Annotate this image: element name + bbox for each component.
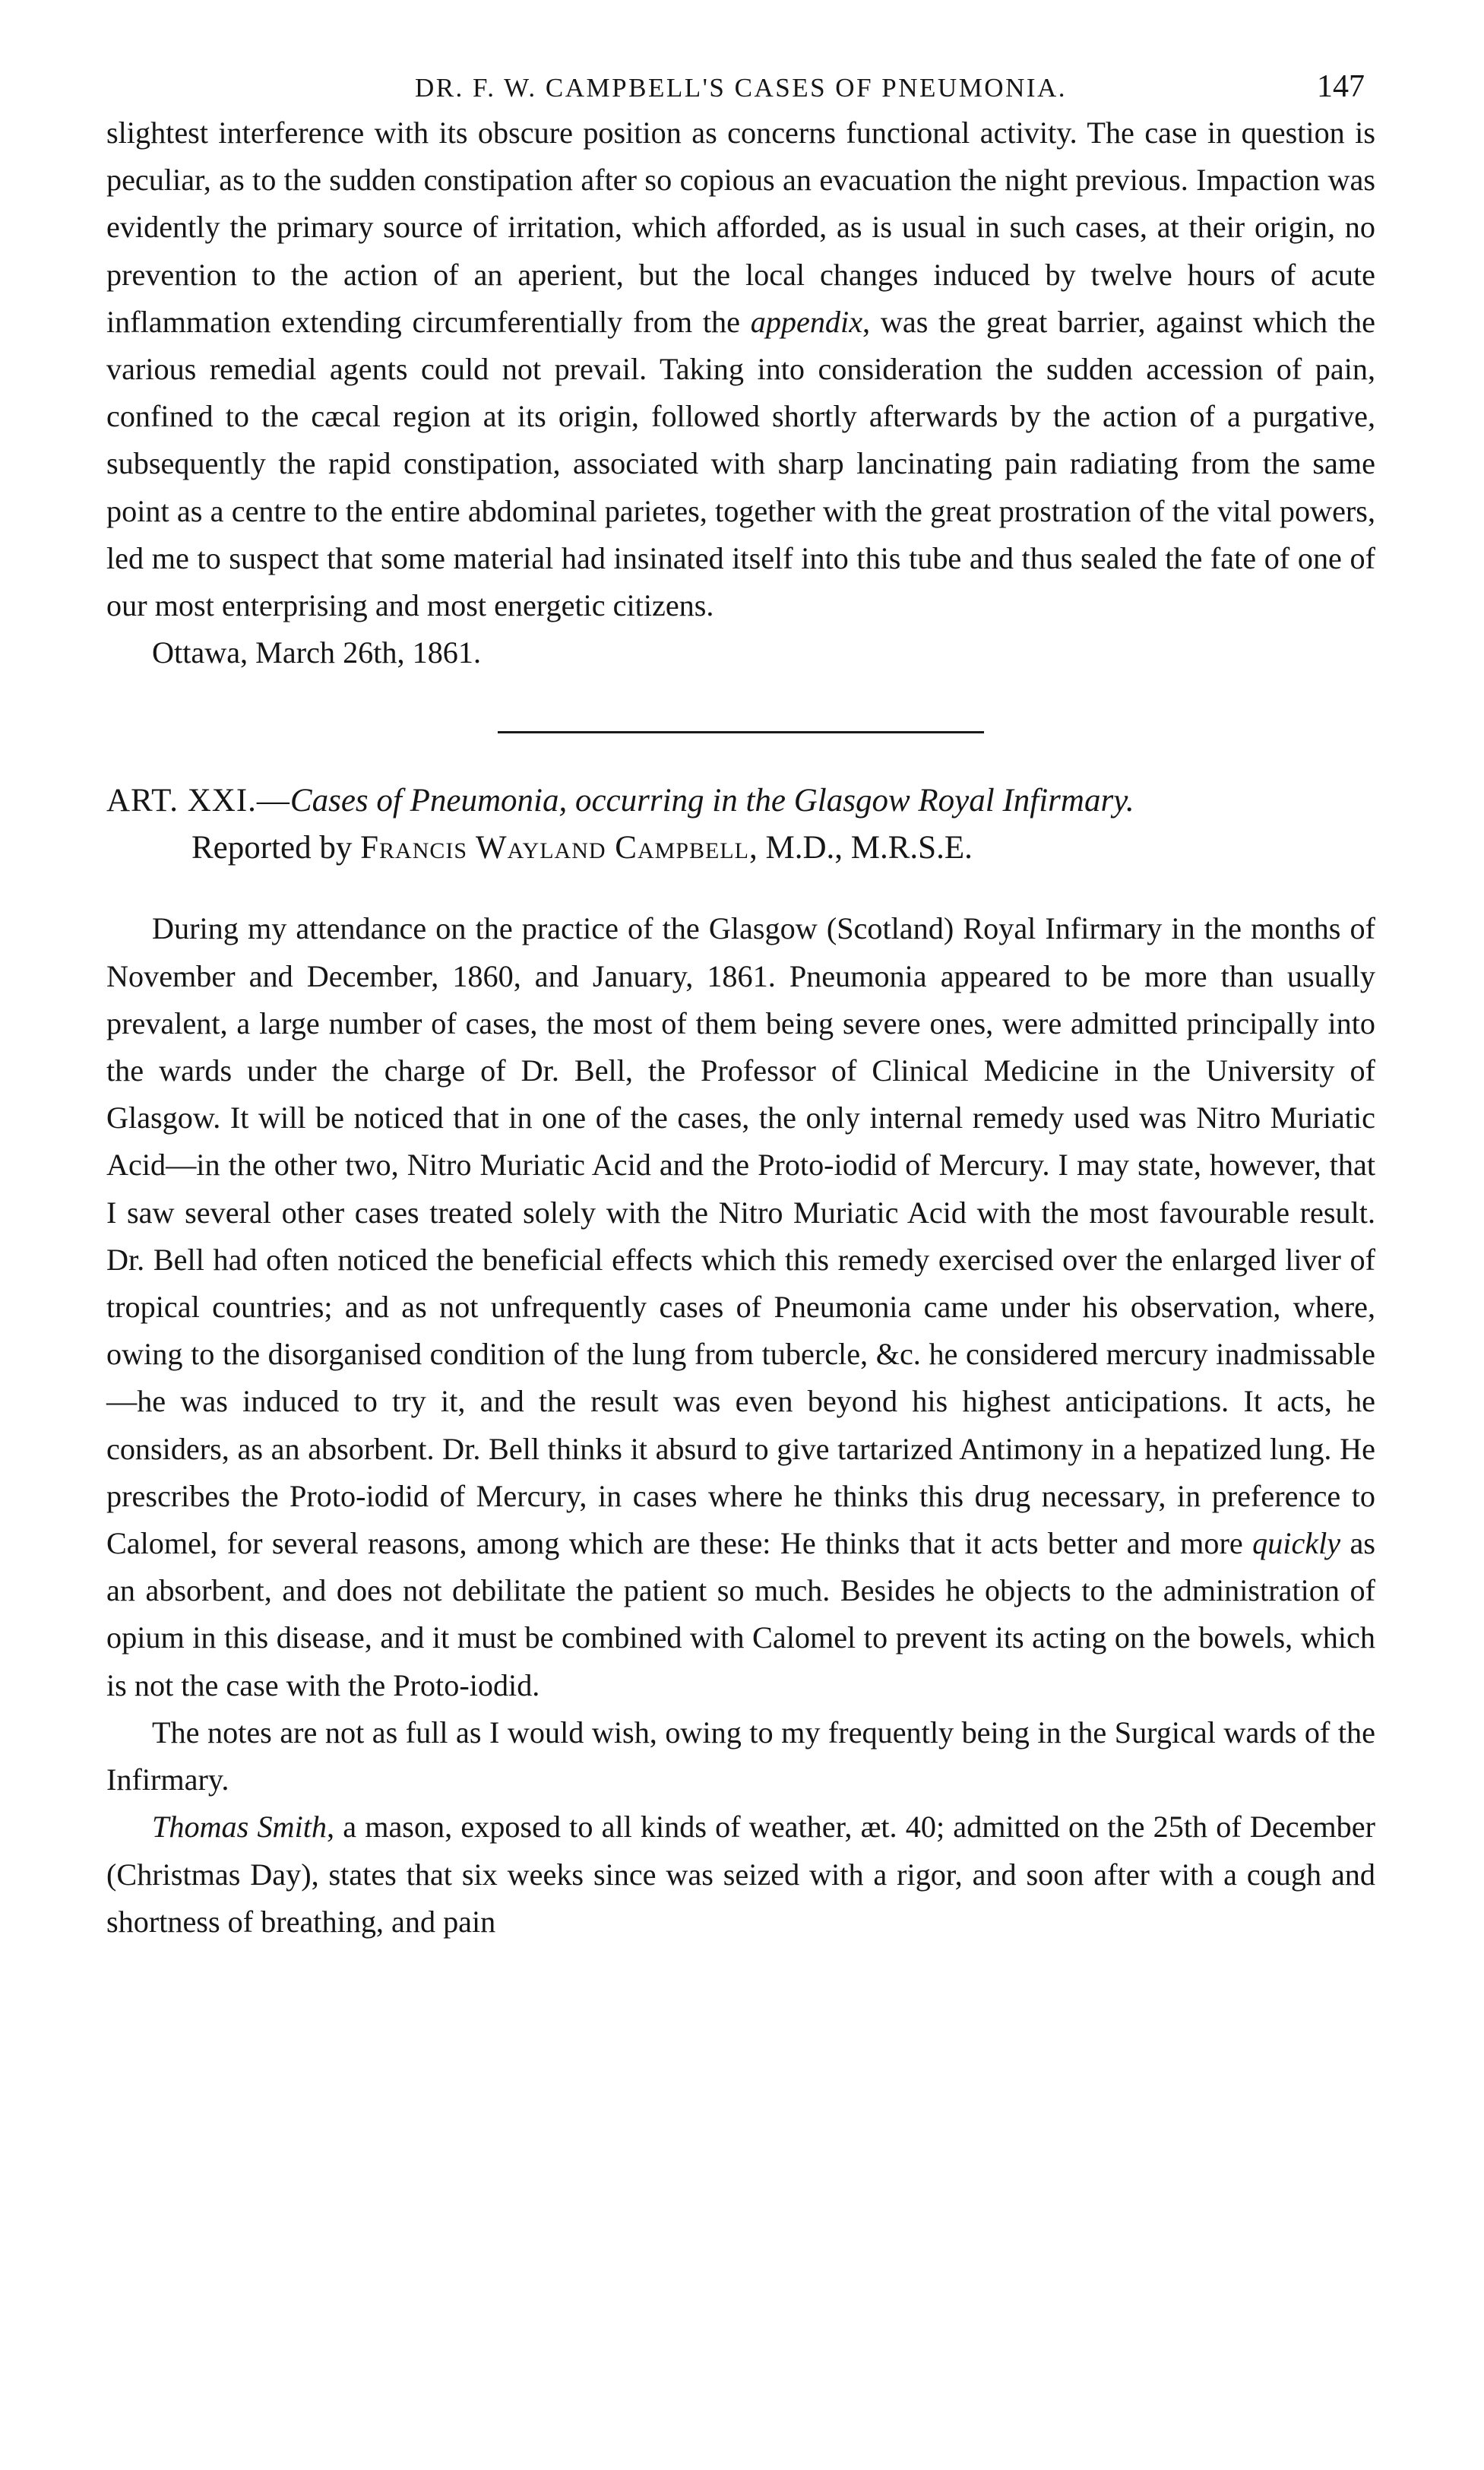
author-name: Francis Wayland Campbell (360, 830, 749, 866)
article-number: ART. XXI.— (106, 783, 290, 819)
patient-name: Thomas Smith (152, 1810, 327, 1845)
paragraph-emphasis: quickly (1252, 1526, 1341, 1561)
running-head (106, 53, 1375, 109)
paragraph-text-after: , a mason, exposed to all kinds of weather, æt. 40; admitted on the 25th of December (Christmas Day), states that six weeks since was seized with a rigor, and soon after with a cough and shortness of breathing, and pain (106, 1810, 1375, 1939)
paragraph-text: During my attendance on the practice of the Glasgow (Scotland) Royal Infirmary in the months of November and December, 1860, and January, 1861. Pneumonia appeared to be more than usually prevalent, a large number of cases, the most of them being severe ones, were admitted principally into the wards under the charge of Dr. Bell, the Professor of Clinical Medicine in the University of Glasgow. It will be noticed that in one of the cases, the only internal remedy used was Nitro Muriatic Acid—in the other two, Nitro Muriatic Acid and the Proto-iodid of Mercury. I may state, however, that I saw several other cases treated solely with the Nitro Muriatic Acid with the most favourable result. Dr. Bell had often noticed the beneficial effects which this remedy exercised over the enlarged liver of tropical countries; and as not unfrequently cases of Pneumonia came under his observation, where, owing to the disorganised condition of the lung from tubercle, &c. he considered mercury inadmissable—he was induced to try it, and the result was even beyond his highest anticipations. It acts, he considers, as an absorbent. Dr. Bell thinks it absurd to give tartarized Antimony in a hepatized lung. He prescribes the Proto-iodid of Mercury, in cases where he thinks this drug necessary, in preference to Calomel, for several reasons, among which are these: He thinks that it acts better and more (106, 911, 1375, 1561)
paragraph-text-after: as an absorbent, and does not debilitate the patient so much. Besides he objects to the administration of opium in this disease, and it must be combined with Calomel to prevent its acting on the bowels, which is not the case with the Proto-iodid. (106, 1526, 1375, 1702)
section-divider (498, 731, 984, 733)
article-byline (106, 825, 1375, 872)
paragraph-text: The notes are not as full as I would wish, owing to my frequently being in the Surgical wards of the Infirmary. (106, 1715, 1375, 1797)
continuation-emphasis: appendix (750, 304, 863, 339)
article-heading (106, 777, 1375, 825)
body-paragraph (106, 905, 1375, 1708)
author-credentials: , M.D., M.R.S.E. (748, 830, 973, 866)
book-page (106, 53, 1375, 2447)
continuation-text: slightest interference with its obscure position as concerns functional activity. The case in question is peculiar, as to the sudden constipation after so copious an evacuation the night previous. Impaction was evidently the primary source of irritation, which afforded, as is usual in such cases, at their origin, no prevention to the action of an aperient, but the local changes induced by twelve hours of acute inflammation extending circumferentially from the (106, 116, 1375, 339)
byline-prefix: Reported by (191, 830, 361, 866)
case-paragraph (106, 1803, 1375, 1946)
page-number: 147 (1317, 69, 1365, 104)
continuation-paragraph (106, 109, 1375, 629)
dateline: Ottawa, March 26th, 1861. (152, 635, 482, 670)
running-title: DR. F. W. CAMPBELL'S CASES OF PNEUMONIA. (414, 73, 1068, 103)
body-paragraph (106, 1709, 1375, 1803)
continuation-text-after: , was the great barrier, against which the various remedial agents could not prevail. Taking into consideration the sudden accession of pain, confined to the cæcal region at its origin, followed shortly afterwards by the action of a purgative, subsequently the rapid constipation, associated with sharp lancinating pain radiating from the same point as a centre to the entire abdominal parietes, together with the great prostration of the vital powers, led me to suspect that some material had insinated itself into this tube and thus sealed the fate of one of our most enterprising and most energetic citizens. (106, 304, 1375, 623)
article-title: Cases of Pneumonia, occurring in the Glasgow Royal Infirmary. (290, 783, 1134, 819)
